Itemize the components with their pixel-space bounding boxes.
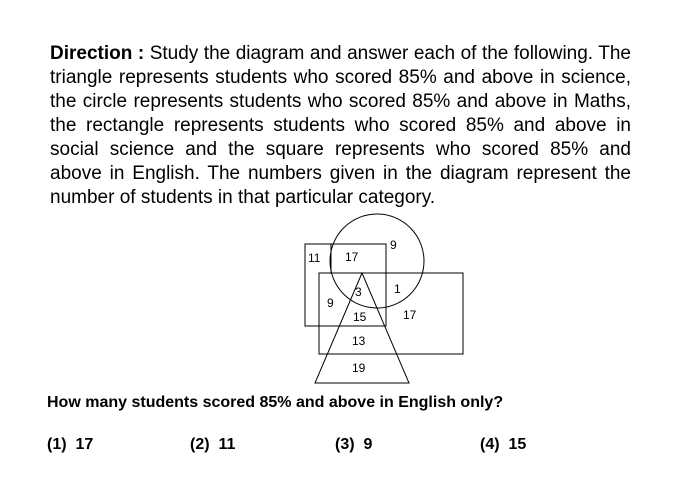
option-1[interactable]	[47, 436, 93, 454]
option-1-value: 17	[75, 436, 94, 453]
option-2[interactable]	[190, 436, 235, 454]
question-text: How many students scored 85% and above in English only?	[47, 394, 504, 411]
option-2-number: (2)	[190, 436, 210, 453]
label-9-left: 9	[327, 296, 334, 310]
option-4-value: 15	[508, 436, 527, 453]
option-3-number: (3)	[335, 436, 355, 453]
option-1-number: (1)	[47, 436, 67, 453]
label-3: 3	[355, 285, 362, 299]
direction-text: Study the diagram and answer each of the following. The triangle represents students who scored 85% and above in science, the circle represents students who scored 85% and above in Maths, the rectangle represents students who scored 85% and above in social science and the square represents who scored 85% and above in English. The numbers given in the diagram represent the number of students in that particular category.	[50, 43, 631, 208]
direction-lead: Direction :	[50, 43, 145, 64]
label-17-right: 17	[403, 308, 417, 322]
option-3[interactable]	[335, 436, 372, 454]
label-1: 1	[394, 282, 401, 296]
option-2-value: 11	[218, 436, 236, 453]
option-4[interactable]	[480, 436, 526, 454]
label-13: 13	[352, 334, 366, 348]
label-19: 19	[352, 361, 366, 375]
label-17-top: 17	[345, 250, 359, 264]
label-9-circle: 9	[390, 238, 397, 252]
label-15: 15	[353, 310, 367, 324]
label-11: 11	[308, 251, 321, 265]
option-4-number: (4)	[480, 436, 500, 453]
option-3-value: 9	[363, 436, 373, 453]
